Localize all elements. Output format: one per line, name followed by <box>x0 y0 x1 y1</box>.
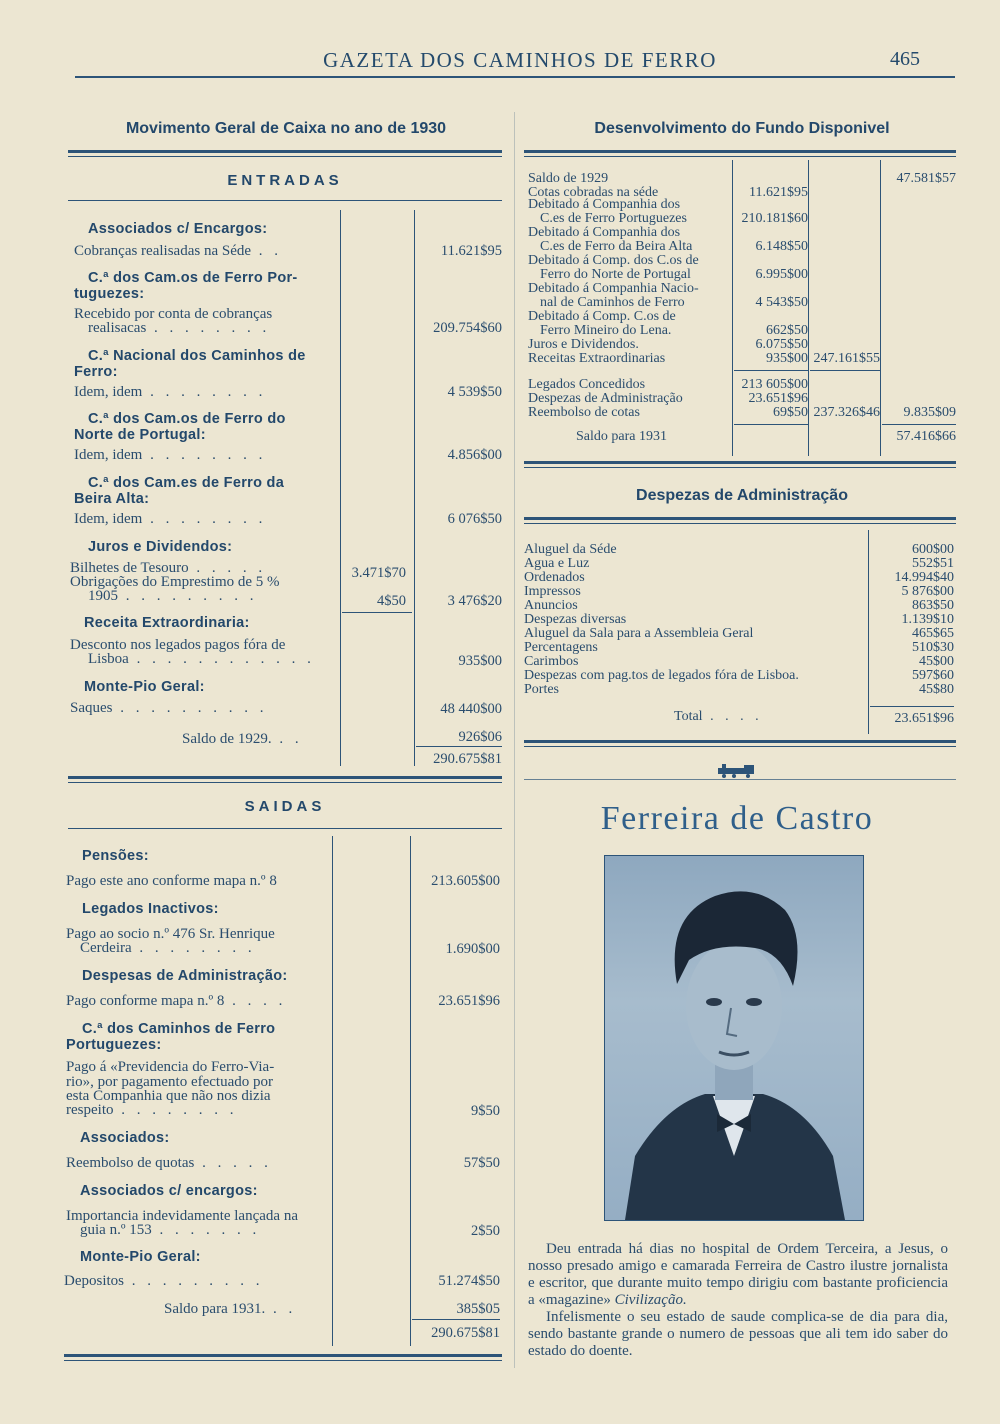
saidas-group-cp-title-1: C.ª dos Caminhos de Ferro <box>82 1021 276 1037</box>
saidas-group-despesas: Despesas de Administração: <box>82 968 288 984</box>
despezas-bottom-rule <box>524 740 956 747</box>
despezas-row-value: 45$80 <box>919 682 954 697</box>
entradas-row-label: Recebido por conta de cobranças <box>74 306 273 322</box>
despezas-row-label: Aluguel da Séde <box>524 542 617 557</box>
entradas-row-value: 4.856$00 <box>447 447 502 463</box>
fundo-row-label: Juros e Dividendos. <box>528 337 639 352</box>
entradas-group-montepio: Monte-Pio Geral: <box>84 679 205 695</box>
entradas-group-norte-title-1: C.ª dos Cam.os de Ferro do <box>88 411 286 427</box>
saidas-row-value: 1.690$00 <box>445 941 500 957</box>
entradas-row-label: Idem, idem . . . . . . . . <box>74 511 267 527</box>
entradas-row-label: Cobranças realisadas na Séde . . <box>74 243 283 259</box>
entradas-row-label: 1905 . . . . . . . . . <box>88 588 258 604</box>
saidas-group-associados-encargos: Associados c/ encargos: <box>80 1183 258 1199</box>
entradas-sub-value: 3.471$70 <box>351 565 406 581</box>
fundo-value-col2: 247.161$55 <box>813 351 880 366</box>
despezas-row-value: 863$50 <box>912 598 954 613</box>
entradas-row-value: 209.754$60 <box>433 320 502 336</box>
fundo-row-label: Saldo de 1929 <box>528 171 609 186</box>
saidas-row-label: Pago á «Previdencia do Ferro-Via- <box>66 1059 275 1075</box>
despezas-row-value: 597$60 <box>912 668 954 683</box>
entradas-row-label: Desconto nos legados pagos fóra de <box>70 637 286 653</box>
despezas-row-label: Agua e Luz <box>524 556 590 571</box>
saidas-group-associados: Associados: <box>80 1130 170 1146</box>
entradas-group-norte-title-2: Norte de Portugal: <box>74 427 206 443</box>
entradas-row-label: realisacas . . . . . . . . <box>88 320 271 336</box>
fundo-value-col1: 11.621$95 <box>749 185 808 200</box>
saidas-group-cp-title-2: Portuguezes: <box>66 1037 162 1053</box>
entradas-row-value: 6 076$50 <box>447 511 502 527</box>
fundo-row-label: Receitas Extraordinarias <box>528 351 666 366</box>
entradas-subtotal-rule <box>342 612 412 613</box>
fundo-col-rule-3 <box>880 160 881 456</box>
fundo-value-col1: 213 605$00 <box>741 377 808 392</box>
fundo-row-label: Debitado á Comp. C.os de <box>528 309 676 324</box>
fundo-value-col1: 69$50 <box>773 405 808 420</box>
saidas-row-label: guia n.º 153 . . . . . . . <box>80 1222 261 1238</box>
movimento-title: Movimento Geral de Caixa no ano de 1930 <box>125 120 447 137</box>
despezas-row-label: Portes <box>524 682 559 697</box>
saidas-row-label: Depositos . . . . . . . . . <box>64 1273 264 1289</box>
saidas-row-value: 9$50 <box>471 1103 500 1119</box>
saidas-row-label: Cerdeira . . . . . . . . <box>80 940 256 956</box>
entradas-col-rule-1 <box>340 210 341 766</box>
entradas-row-value: 935$00 <box>458 653 502 669</box>
fundo-col-rule-1 <box>732 160 733 456</box>
entradas-row-label: Idem, idem . . . . . . . . <box>74 447 267 463</box>
entradas-row-label: Idem, idem . . . . . . . . <box>74 384 267 400</box>
fundo-value-col1: 662$50 <box>766 323 808 338</box>
movimento-top-rule <box>68 150 502 157</box>
entradas-row-value: 48 440$00 <box>440 701 502 717</box>
entradas-bottom-rule <box>68 776 502 783</box>
entradas-group-cn-title-1: C.ª Nacional dos Caminhos de <box>88 348 306 364</box>
fundo-value-col3: 9.835$09 <box>903 405 956 420</box>
entradas-group-juros: Juros e Dividendos: <box>88 539 233 555</box>
saidas-col-rule-1 <box>332 836 333 1346</box>
saidas-row-value: 57$50 <box>463 1155 500 1171</box>
entradas-group-associados-encargos: Associados c/ Encargos: <box>88 221 268 237</box>
entradas-group-receita: Receita Extraordinaria: <box>84 615 250 631</box>
despezas-row-label: Despezas diversas <box>524 612 627 627</box>
despezas-row-value: 1.139$10 <box>901 612 954 627</box>
despezas-row-value: 552$51 <box>912 556 954 571</box>
despezas-row-label: Anuncios <box>524 598 578 613</box>
saidas-saldo-label: Saldo para 1931. . . <box>164 1301 297 1317</box>
fundo-row-label: Cotas cobradas na séde <box>528 185 659 200</box>
saidas-bottom-rule <box>64 1354 502 1361</box>
fundo-row-label: Debitado á Companhia dos <box>528 225 681 240</box>
despezas-row-label: Despezas com pag.tos de legados fóra de Lisboa. <box>524 668 799 683</box>
saidas-row-label: esta Companhia que não nos dizia <box>66 1088 271 1104</box>
fundo-row-label: C.es de Ferro da Beira Alta <box>540 239 693 254</box>
entradas-group-cn-title-2: Ferro: <box>74 364 118 380</box>
page-number: 465 <box>890 48 920 70</box>
entradas-saldo-value: 926$06 <box>458 729 502 745</box>
fundo-value-col2: 237.326$46 <box>813 405 880 420</box>
entradas-row-value: 4 539$50 <box>447 384 502 400</box>
locomotive-emblem-icon <box>714 764 760 778</box>
entradas-group-beira-title-1: C.ª dos Cam.es de Ferro da <box>88 475 285 491</box>
fundo-bottom-rule <box>524 461 956 468</box>
fundo-row-label: Debitado á Comp. dos C.os de <box>528 253 699 268</box>
fundo-row-label: nal de Caminhos de Ferro <box>540 295 685 310</box>
entradas-saldo-label: Saldo de 1929. . . <box>182 731 303 747</box>
despezas-row-label: Impressos <box>524 584 581 599</box>
despezas-row-value: 600$00 <box>912 542 954 557</box>
entradas-heading: ENTRADAS <box>227 172 343 189</box>
saidas-total-value: 290.675$81 <box>431 1325 500 1341</box>
entradas-sub-value: 4$50 <box>377 593 406 609</box>
journal-title: GAZETA DOS CAMINHOS DE FERRO <box>323 48 717 72</box>
despezas-row-label: Carimbos <box>524 654 579 669</box>
header-rule <box>75 76 955 78</box>
article-paragraph: Deu entrada há dias no hospital de Ordem Terceira, a Jesus, o nosso presado amigo e camarada Ferreira de Castro ilustre jornalista e escritor, que durante muito tempo dirigiu com bastante proficiencia a «magazine» Civilização. <box>528 1241 948 1308</box>
emblem-rule <box>524 779 956 780</box>
despezas-total-label: Total . . . . <box>674 709 763 724</box>
entradas-row-label: Bilhetes de Tesouro . . . . . <box>70 560 267 576</box>
despezas-title: Despezas de Administração <box>636 487 848 504</box>
fundo-row-label: Saldo para 1931 <box>576 429 667 444</box>
fundo-row-label: Debitado á Companhia Nacio- <box>528 281 699 296</box>
saidas-row-label: respeito . . . . . . . . <box>66 1102 238 1118</box>
saidas-group-montepio: Monte-Pio Geral: <box>80 1249 201 1265</box>
saidas-row-label: Pago conforme mapa n.º 8 . . . . <box>66 993 287 1009</box>
article-title: Ferreira de Castro <box>600 800 874 837</box>
column-divider <box>514 112 515 1368</box>
saidas-row-value: 213.605$00 <box>431 873 500 889</box>
fundo-row-label: Legados Concedidos <box>528 377 646 392</box>
despezas-row-label: Percentagens <box>524 640 598 655</box>
saidas-row-label: Reembolso de quotas . . . . . <box>66 1155 272 1171</box>
fundo-row-label: Ferro Mineiro do Lena. <box>540 323 672 338</box>
portrait-photo <box>604 855 864 1221</box>
entradas-col-rule-2 <box>414 210 415 766</box>
despezas-row-value: 5 876$00 <box>901 584 954 599</box>
fundo-row-label: Ferro do Norte de Portugal <box>540 267 691 282</box>
despezas-total-rule <box>870 706 954 707</box>
saidas-col-rule-2 <box>410 836 411 1346</box>
despezas-total-value: 23.651$96 <box>894 711 954 726</box>
despezas-row-value: 45$00 <box>919 654 954 669</box>
saidas-row-label: rio», por pagamento efectuado por <box>66 1074 274 1090</box>
entradas-row-label: Saques . . . . . . . . . . <box>70 700 268 716</box>
fundo-value-col1: 935$00 <box>766 351 808 366</box>
saidas-group-pensoes: Pensões: <box>82 848 149 864</box>
saidas-row-value: 23.651$96 <box>438 993 500 1009</box>
article-italic: Civilização. <box>614 1292 687 1308</box>
fundo-subtotal-rule <box>734 370 808 371</box>
entradas-group-beira-title-2: Beira Alta: <box>74 491 150 507</box>
entradas-rule <box>68 200 502 201</box>
entradas-total-rule <box>416 746 502 747</box>
fundo-value-col3: 47.581$57 <box>896 171 956 186</box>
fundo-value-col3: 57.416$66 <box>896 429 956 444</box>
saidas-row-label: Pago este ano conforme mapa n.º 8 <box>66 873 277 889</box>
saidas-saldo-value: 385$05 <box>456 1301 500 1317</box>
portrait-figure-icon <box>605 856 863 1220</box>
despezas-row-label: Aluguel da Sala para a Assembleia Geral <box>524 626 754 641</box>
fundo-value-col1: 210.181$60 <box>741 211 808 226</box>
article-paragraph: Infelismente o seu estado de saude complica-se de dia para dia, sendo bastante grande o numero de pessoas que ali tem ido saber do estado do doente. <box>528 1309 948 1359</box>
fundo-row-label: C.es de Ferro Portuguezes <box>540 211 687 226</box>
saidas-row-value: 51.274$50 <box>438 1273 500 1289</box>
fundo-value-col1: 23.651$96 <box>748 391 808 406</box>
entradas-row-value: 3 476$20 <box>447 593 502 609</box>
entradas-row-label: Lisboa . . . . . . . . . . . . <box>88 651 315 667</box>
entradas-row-label: Obrigações do Emprestimo de 5 % <box>70 574 280 590</box>
fundo-value-col1: 4 543$50 <box>755 295 808 310</box>
fundo-value-col1: 6.995$00 <box>755 267 808 282</box>
despezas-row-value: 14.994$40 <box>894 570 954 585</box>
despezas-row-label: Ordenados <box>524 570 585 585</box>
article-body <box>528 1241 948 1360</box>
fundo-row-label: Debitado á Companhia dos <box>528 197 681 212</box>
fundo-title: Desenvolvimento do Fundo Disponivel <box>594 120 890 137</box>
entradas-group-cp-title-2: tuguezes: <box>74 286 145 302</box>
saidas-heading: SAIDAS <box>244 798 326 815</box>
entradas-row-value: 11.621$95 <box>440 243 502 259</box>
entradas-group-cp-title-1: C.ª dos Cam.os de Ferro Por- <box>88 270 298 286</box>
despezas-row-value: 465$65 <box>912 626 954 641</box>
saidas-group-legados: Legados Inactivos: <box>82 901 219 917</box>
fundo-value-col1: 6.075$50 <box>755 337 808 352</box>
saidas-total-rule <box>412 1319 500 1320</box>
fundo-top-rule <box>524 150 956 157</box>
fundo-subtotal-rule <box>810 370 880 371</box>
fundo-subtotal-rule <box>734 424 808 425</box>
fundo-value-col1: 6.148$50 <box>755 239 808 254</box>
fundo-row-label: Despezas de Administração <box>528 391 683 406</box>
despezas-row-value: 510$30 <box>912 640 954 655</box>
fundo-row-label: Reembolso de cotas <box>528 405 640 420</box>
saidas-row-value: 2$50 <box>471 1223 500 1239</box>
saidas-rule <box>68 828 502 829</box>
fundo-subtotal-rule <box>882 424 956 425</box>
entradas-total-value: 290.675$81 <box>433 751 502 767</box>
saidas-row-label: Pago ao socio n.º 476 Sr. Henrique <box>66 926 275 942</box>
despezas-top-rule <box>524 517 956 524</box>
saidas-row-label: Importancia indevidamente lançada na <box>66 1208 298 1224</box>
